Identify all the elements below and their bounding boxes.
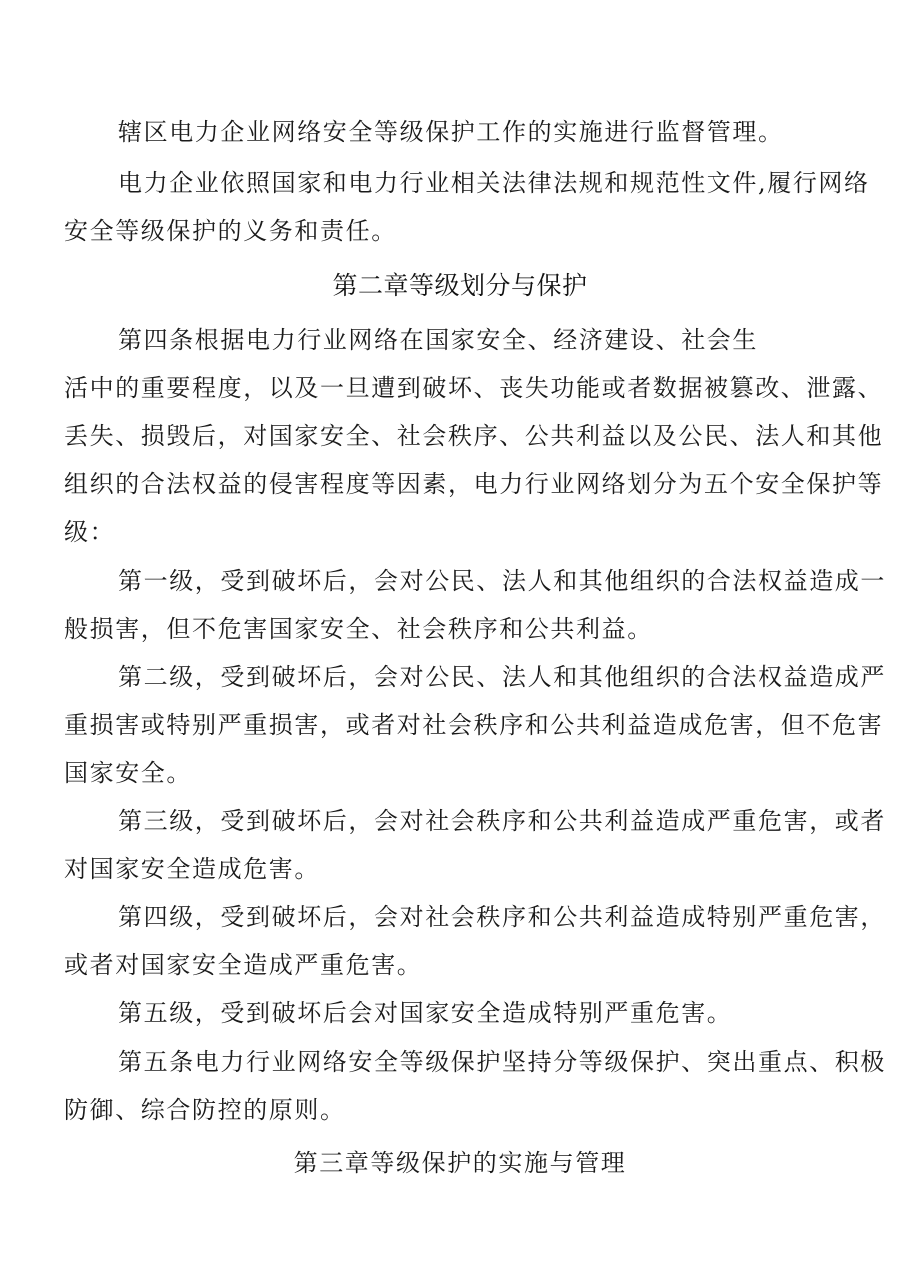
article-4-line: 活中的重要程度，以及一旦遭到破坏、丧失功能或者数据被篡改、泄露、 (64, 374, 884, 402)
level-3-line: 第三级，受到破坏后，会对社会秩序和公共利益造成严重危害，或者 (118, 807, 886, 835)
level-1-line: 第一级，受到破坏后，会对公民、法人和其他组织的合法权益造成一 (118, 567, 886, 595)
level-1-line: 般损害，但不危害国家安全、社会秩序和公共利益。 (64, 615, 653, 643)
level-5-line: 第五级，受到破坏后会对国家安全造成特别严重危害。 (118, 999, 733, 1027)
article-4-line: 组织的合法权益的侵害程度等因素，电力行业网络划分为五个安全保护等 (64, 470, 884, 498)
level-2-line: 重损害或特别严重损害，或者对社会秩序和公共利益造成危害，但不危害 (64, 711, 884, 739)
article-5-line: 第五条电力行业网络安全等级保护坚持分等级保护、突出重点、积极 (118, 1048, 886, 1076)
level-2-line: 第二级，受到破坏后，会对公民、法人和其他组织的合法权益造成严 (118, 663, 886, 691)
article-4-line: 第四条根据电力行业网络在国家安全、经济建设、社会生 (118, 326, 758, 354)
chapter-2-heading: 第二章等级划分与保护 (332, 271, 588, 300)
article-5-line: 防御、综合防控的原则。 (64, 1096, 346, 1124)
paragraph-line: 电力企业依照国家和电力行业相关法律法规和规范性文件,履行网络 (118, 169, 870, 197)
level-3-line: 对国家安全造成危害。 (64, 855, 320, 883)
article-4-line: 丢失、损毁后，对国家安全、社会秩序、公共利益以及公民、法人和其他 (64, 422, 884, 450)
level-2-line: 国家安全。 (64, 759, 192, 787)
paragraph-line: 安全等级保护的义务和责任。 (64, 217, 397, 245)
chapter-3-heading: 第三章等级保护的实施与管理 (293, 1149, 627, 1177)
article-4-line: 级： (64, 518, 116, 546)
paragraph-line: 辖区电力企业网络安全等级保护工作的实施进行监督管理。 (118, 118, 784, 146)
level-4-line: 或者对国家安全造成严重危害。 (64, 951, 423, 979)
level-4-line: 第四级，受到破坏后，会对社会秩序和公共利益造成特别严重危害， (118, 903, 886, 931)
